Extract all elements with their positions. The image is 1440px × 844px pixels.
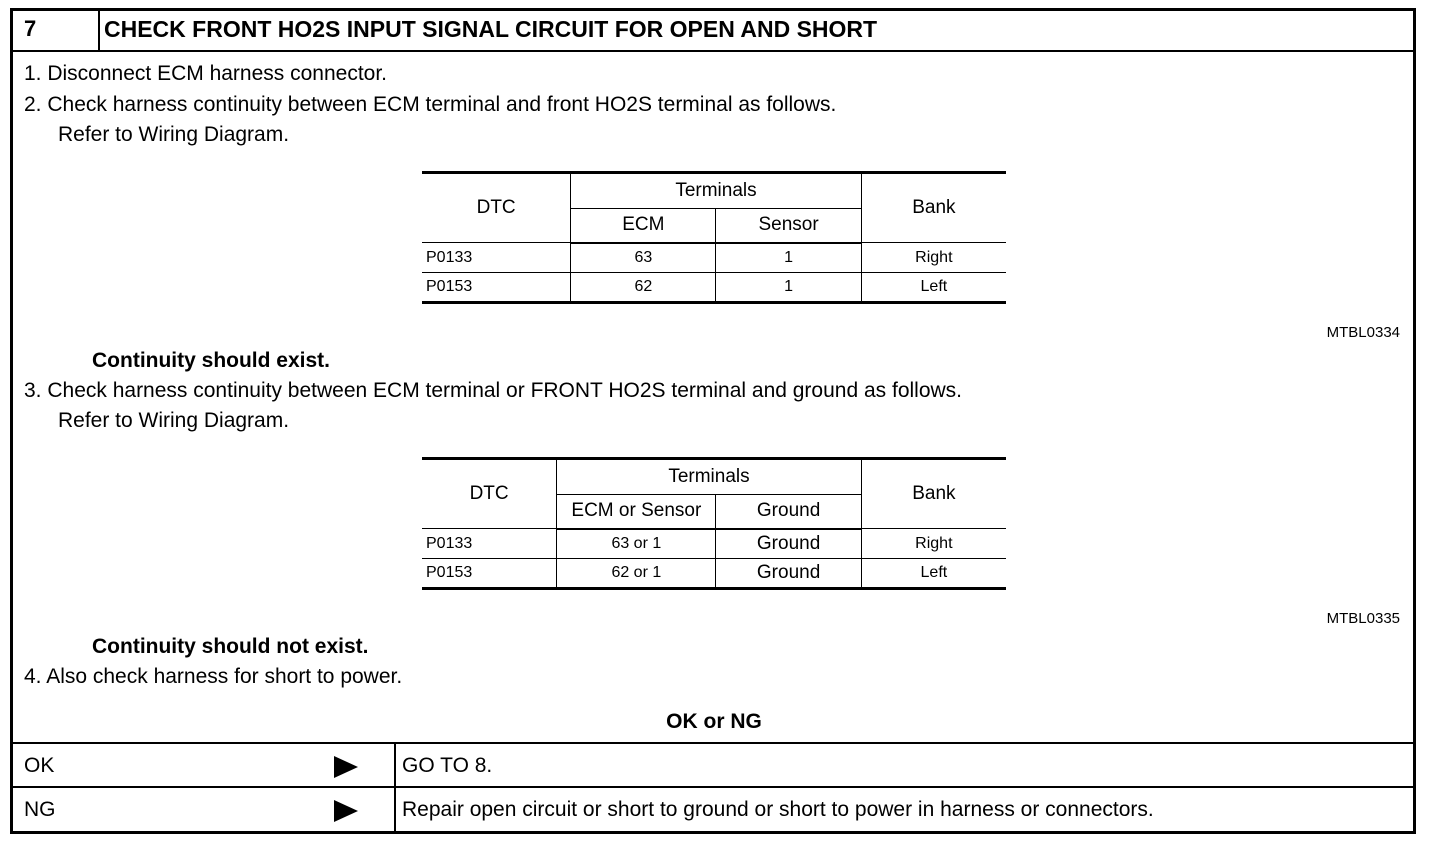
step-title: CHECK FRONT HO2S INPUT SIGNAL CIRCUIT FOR OPEN AND SHORT — [104, 16, 878, 42]
cell-bank: Left — [861, 559, 1006, 589]
header-dtc: DTC — [422, 173, 571, 243]
ok-arrow-icon — [334, 756, 358, 778]
cell-ground: Ground — [716, 559, 861, 589]
header-dtc: DTC — [422, 459, 557, 529]
ng-label: NG — [24, 798, 56, 821]
header-terminals: Terminals — [571, 173, 861, 209]
continuity-note-1: Continuity should exist. — [92, 349, 331, 372]
decision-prompt: OK or NG — [666, 710, 762, 733]
result-column-divider — [394, 742, 396, 834]
cell-bank: Right — [861, 529, 1006, 559]
cell-dtc: P0153 — [422, 559, 557, 589]
table-ref-code: MTBL0334 — [1326, 324, 1400, 341]
step-2-ref-text: Refer to Wiring Diagram. — [58, 123, 290, 146]
cell-dtc: P0153 — [422, 273, 571, 303]
step-number: 7 — [10, 8, 100, 50]
ok-label: OK — [24, 754, 55, 777]
ok-action: GO TO 8. — [402, 754, 493, 777]
table-row — [422, 273, 1006, 303]
header-sensor: Sensor — [716, 209, 861, 243]
cell-ecm: 63 — [571, 243, 716, 273]
cell-ecm-or-sensor: 63 or 1 — [557, 529, 716, 559]
table-row — [422, 529, 1006, 559]
cell-dtc: P0133 — [422, 243, 571, 273]
step-3-text: 3. Check harness continuity between ECM terminal or FRONT HO2S terminal and ground as follows. — [24, 379, 963, 402]
continuity-table-1 — [422, 171, 1006, 304]
cell-ecm: 62 — [571, 273, 716, 303]
result-divider — [10, 742, 1416, 744]
cell-dtc: P0133 — [422, 529, 557, 559]
header-ecm: ECM — [571, 209, 716, 243]
header-ground: Ground — [716, 495, 861, 529]
step-2-text: 2. Check harness continuity between ECM terminal and front HO2S terminal as follows. — [24, 93, 837, 116]
step-1-text: 1. Disconnect ECM harness connector. — [24, 62, 388, 85]
ng-arrow-icon — [334, 800, 358, 822]
header-bank: Bank — [861, 459, 1006, 529]
table-row — [422, 559, 1006, 589]
cell-bank: Right — [861, 243, 1006, 273]
cell-bank: Left — [861, 273, 1006, 303]
header-terminals: Terminals — [557, 459, 862, 495]
cell-sensor: 1 — [716, 273, 861, 303]
step-3-ref-text: Refer to Wiring Diagram. — [58, 409, 290, 432]
cell-sensor: 1 — [716, 243, 861, 273]
step-4-text: 4. Also check harness for short to power. — [24, 665, 403, 688]
header-ecm-or-sensor: ECM or Sensor — [557, 495, 716, 529]
table-row — [422, 243, 1006, 273]
result-divider — [10, 786, 1416, 788]
header-divider — [10, 50, 1416, 52]
ng-action: Repair open circuit or short to ground or short to power in harness or connectors. — [402, 798, 1154, 821]
cell-ground: Ground — [716, 529, 861, 559]
continuity-note-2: Continuity should not exist. — [92, 635, 369, 658]
table-ref-code: MTBL0335 — [1326, 610, 1400, 627]
cell-ecm-or-sensor: 62 or 1 — [557, 559, 716, 589]
header-bank: Bank — [861, 173, 1006, 243]
continuity-table-2 — [422, 457, 1006, 590]
